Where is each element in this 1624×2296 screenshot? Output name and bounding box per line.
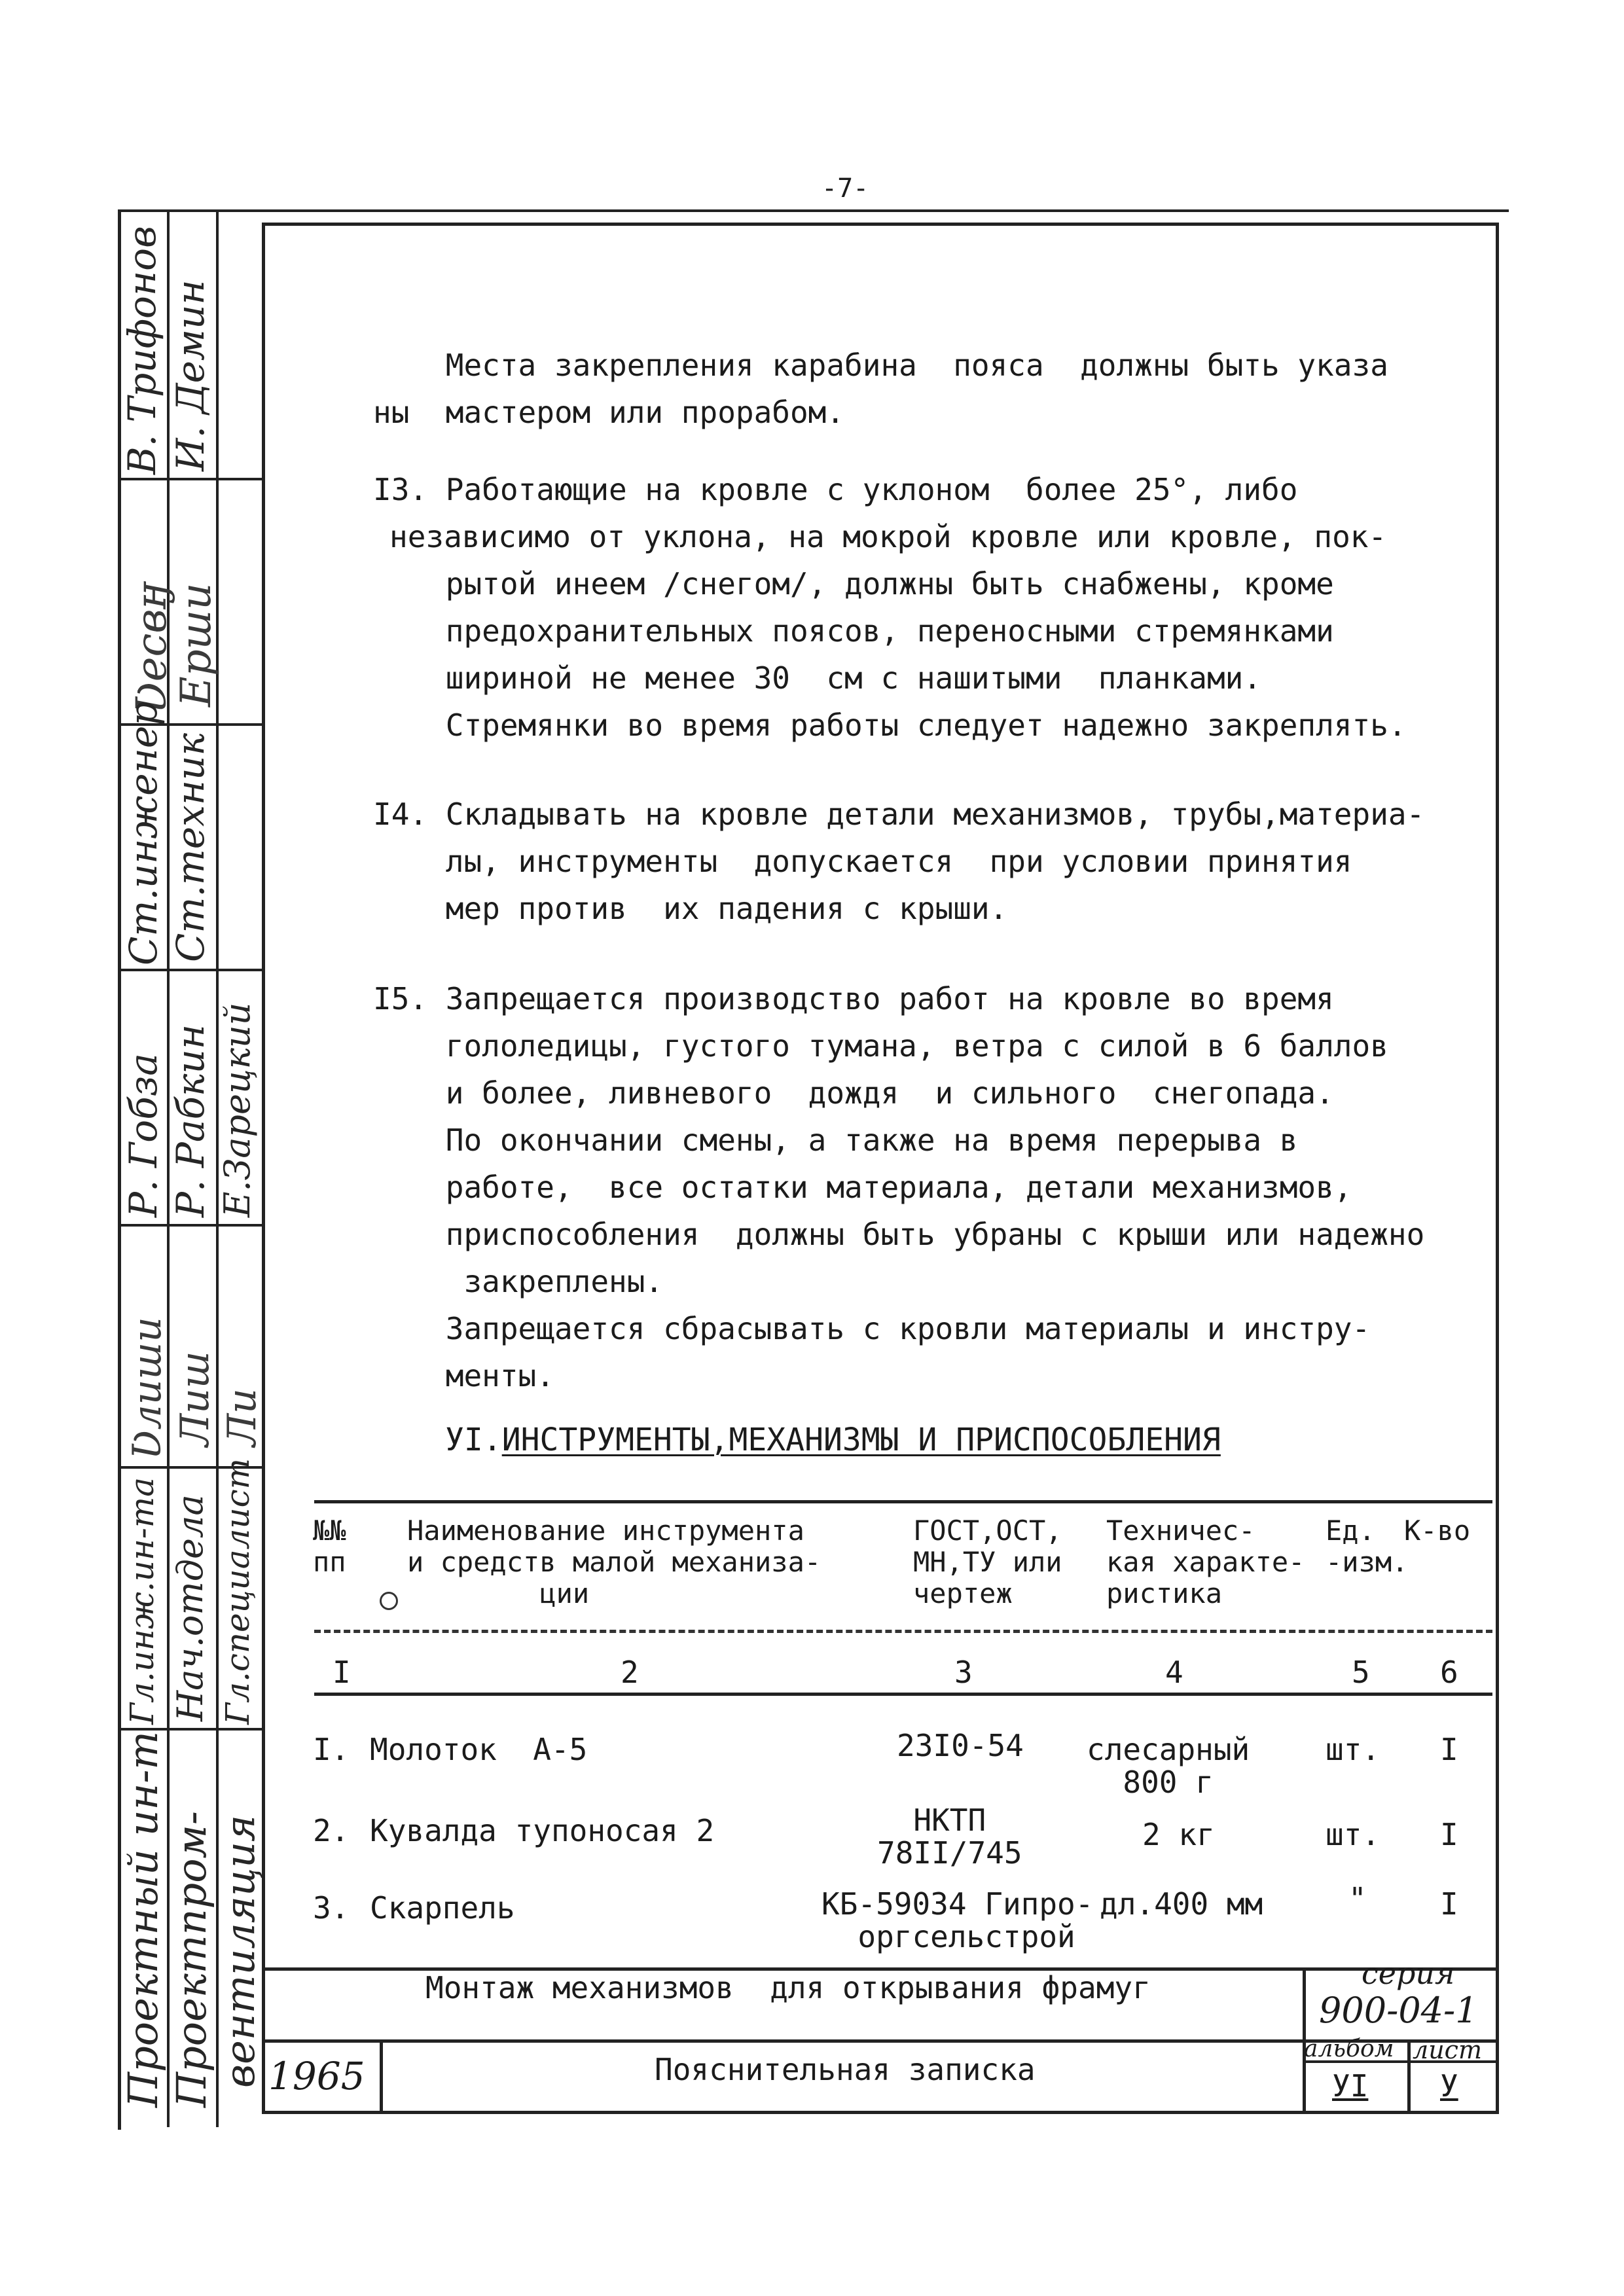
row2-qty: I [1440, 1817, 1458, 1852]
intro-line-2: ны мастером или прорабом. [373, 395, 845, 430]
colnum-2: 2 [621, 1655, 639, 1690]
header-standard: ГОСТ,ОСТ, МН,ТУ или чертеж [913, 1515, 1062, 1609]
album-label: альбом [1304, 2036, 1394, 2062]
row3-name: Скарпель [370, 1890, 515, 1926]
colnum-5: 5 [1352, 1655, 1370, 1690]
header-name: Наименование инструмента и средств малой механиза- ции [407, 1515, 821, 1609]
doc-title: Пояснительная записка [655, 2052, 1036, 2087]
header-spec: Техничес- кая характе- ристика [1106, 1515, 1305, 1609]
stamp-role-3: Гл.инж.ин-та [123, 1477, 161, 1725]
row1-standard: 23I0-54 [897, 1728, 1024, 1763]
row2-spec: 2 кг [1142, 1817, 1215, 1852]
series-value: 900-04-1 [1319, 1990, 1478, 2031]
p15-line-4: По окончании смены, а также на время перерыва в [373, 1122, 1298, 1158]
sheet-label: лист [1413, 2036, 1482, 2064]
side-stamp-row-line [118, 478, 263, 480]
row2-num: 2. [313, 1813, 350, 1848]
stamp-org-line-1: Проектный ин-т [119, 1731, 167, 2108]
colnum-3: 3 [954, 1655, 973, 1690]
row3-unit: " [1348, 1881, 1367, 1916]
row2-unit: шт. [1326, 1817, 1380, 1852]
stamp-signature-5: Ли [219, 1388, 265, 1446]
side-stamp-row-line [118, 1728, 263, 1731]
circle-mark [380, 1592, 398, 1610]
stamp-name-1: В. Трифонов [120, 226, 164, 475]
stamp-role-5: Гл.специалист [219, 1458, 257, 1725]
row1-qty: I [1440, 1732, 1458, 1767]
side-stamp-row-line [118, 969, 263, 971]
stamp-role-4: Нач.отдела [170, 1494, 211, 1721]
sheet-value: У [1440, 2068, 1458, 2104]
row1-spec: слесарный 800 г [1087, 1732, 1250, 1800]
table-colnum-rule [314, 1693, 1492, 1696]
row3-num: 3. [313, 1890, 350, 1926]
album-value: УI [1332, 2068, 1369, 2104]
row3-standard: КБ-59034 Гипро- оргсельстрой [821, 1886, 1094, 1954]
p15-line-6: приспособления должны быть убраны с крыши или надежно [373, 1217, 1425, 1252]
intro-line-1: Места закрепления карабина пояса должны быть указа [373, 348, 1388, 383]
p13-line-1: I3. Работающие на кровле с уклоном более 25°, либо [373, 472, 1298, 507]
row3-spec: дл.400 мм [1100, 1886, 1263, 1922]
section-heading [445, 1422, 1221, 1458]
p13-line-3: рытой инеем /снегом/, должны быть снабжены, кроме [373, 566, 1334, 601]
stamp-role-2: Ст.техник [168, 732, 213, 962]
header-qty: К-во [1404, 1515, 1471, 1547]
stamp-name-5: Е.Зарецкий [217, 1002, 258, 1217]
row1-num: I. [313, 1732, 350, 1767]
titleblock-divider [380, 2039, 383, 2114]
stamp-signature-3: Ʋлиши [124, 1317, 170, 1460]
p13-line-2: независимо от уклона, на мокрой кровле или кровле, пок- [389, 519, 1387, 554]
stamp-org-line-2: Проектпром- [168, 1811, 215, 2108]
p14-line-1: I4. Складывать на кровле детали механизмов, трубы,материа- [373, 797, 1425, 832]
p15-line-7: закреплены. [373, 1264, 664, 1299]
p15-line-8: Запрещается сбрасывать с кровли материалы и инстру- [373, 1311, 1371, 1346]
colnum-4: 4 [1165, 1655, 1183, 1690]
row1-name: Молоток А-5 [370, 1732, 588, 1767]
year: 1965 [268, 2054, 365, 2098]
p13-line-4: предохранительных поясов, переносными стремянками [373, 613, 1334, 649]
p14-line-2: лы, инструменты допускается при условии принятия [373, 844, 1352, 879]
section-title: ИНСТРУМЕНТЫ,МЕХАНИЗМЫ И ПРИСПОСОБЛЕНИЯ [501, 1422, 1221, 1458]
p14-line-3: мер против их падения с крыши. [373, 891, 1008, 926]
p15-line-1: I5. Запрещается производство работ на кровле во время [373, 981, 1334, 1016]
stamp-role-1: Ст.инженер [121, 701, 166, 965]
p15-line-9: менты. [373, 1358, 554, 1393]
stamp-signature-4: Лиш [172, 1351, 218, 1446]
table-top-rule [314, 1500, 1492, 1503]
side-stamp-row-line [118, 1224, 263, 1227]
stamp-signature-1: Ʋeсвӈ [128, 581, 176, 713]
titleblock-divider [1407, 2039, 1411, 2114]
row3-qty: I [1440, 1886, 1458, 1922]
p15-line-3: и более, ливневого дождя и сильного снегопада. [373, 1075, 1334, 1111]
header-num: №№ пп [313, 1515, 346, 1578]
page-number: -7- [821, 173, 869, 204]
section-numeral: УI. [445, 1422, 502, 1458]
p13-line-5: шириной не менее 30 см с нашитыми планками. [373, 660, 1262, 696]
stamp-name-3: Р. Гобза [121, 1053, 166, 1217]
project-title: Монтаж механизмов для открывания фрамуг [425, 1970, 1151, 2005]
row2-standard: НКТП 78II/745 [877, 1803, 1022, 1871]
row1-unit: шт. [1326, 1732, 1380, 1767]
colnum-1: I [333, 1655, 351, 1690]
stamp-name-2: И. Демин [168, 279, 213, 471]
table-header-rule [314, 1630, 1492, 1633]
stamp-signature-2: Ерши [172, 583, 221, 707]
stamp-name-4: Р. Рабкин [168, 1024, 213, 1217]
p15-line-5: работе, все остатки материала, детали механизмов, [373, 1170, 1352, 1205]
p15-line-2: гололедицы, густого тумана, ветра с силой в 6 баллов [373, 1028, 1388, 1064]
stamp-org-line-3: вентиляция [216, 1814, 264, 2088]
series-label: серия [1362, 1956, 1455, 1991]
colnum-6: 6 [1440, 1655, 1458, 1690]
header-unit: Ед. -изм. [1326, 1515, 1409, 1578]
row2-name: Кувалда тупоносая 2 [370, 1813, 715, 1848]
p13-line-6: Стремянки во время работы следует надежно закреплять. [373, 708, 1407, 743]
